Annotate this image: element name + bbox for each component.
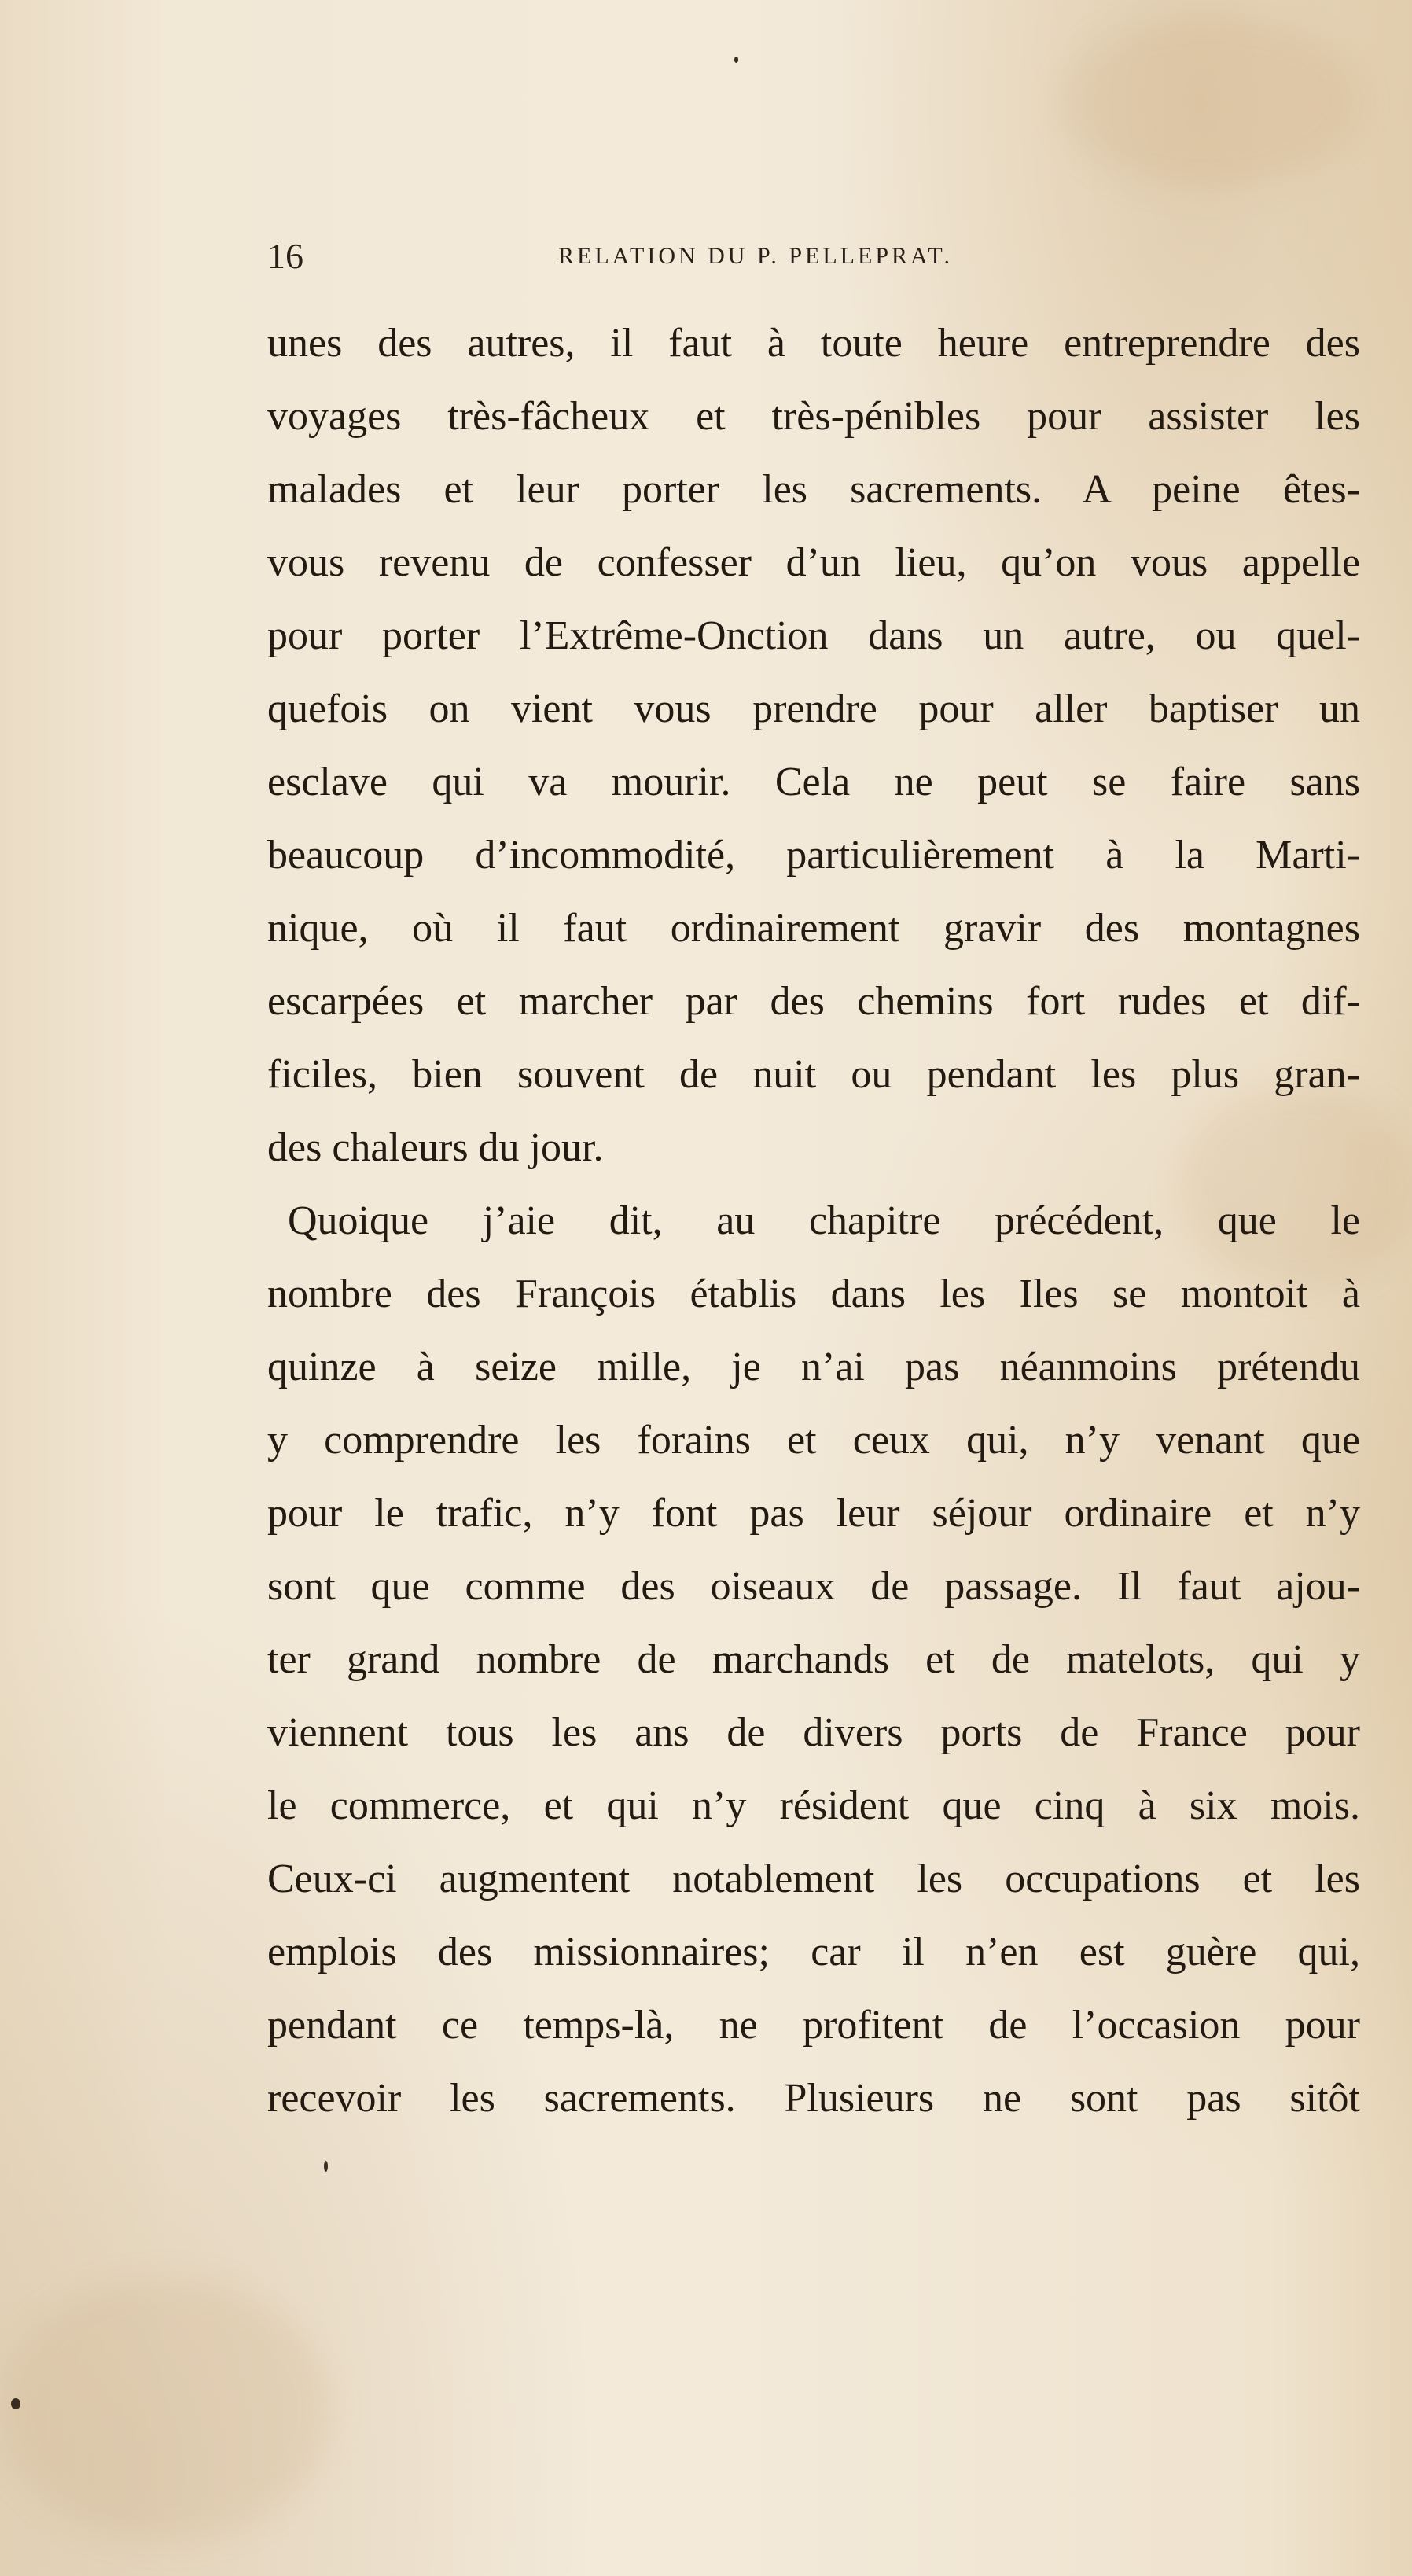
paper-stain <box>1061 16 1360 189</box>
text-line: recevoir les sacrements. Plusieurs ne sont pas sitôt <box>267 2076 1360 2121</box>
text-line: beaucoup d’incommodité, particulièrement à la Marti- <box>267 833 1360 878</box>
text-line: esclave qui va mourir. Cela ne peut se faire sans <box>267 760 1360 804</box>
text-line: Ceux-ci augmentent notablement les occupations et les <box>267 1857 1360 1901</box>
text-line: sont que comme des oiseaux de passage. Il faut ajou- <box>267 1564 1360 1609</box>
ink-speck <box>734 57 738 63</box>
page-number: 16 <box>267 236 303 276</box>
text-line: pendant ce temps-là, ne profitent de l’occasion pour <box>267 2003 1360 2048</box>
text-line: vous revenu de confesser d’un lieu, qu’on vous appelle <box>267 540 1360 585</box>
text-line: quefois on vient vous prendre pour aller baptiser un <box>267 686 1360 731</box>
text-line: ficiles, bien souvent de nuit ou pendant les plus gran- <box>267 1052 1360 1097</box>
text-line: nique, où il faut ordinairement gravir des montagnes <box>267 906 1360 951</box>
paragraph-end-line: des chaleurs du jour. <box>267 1125 604 1170</box>
text-line: y comprendre les forains et ceux qui, n’y venant que <box>267 1418 1360 1463</box>
text-line: pour le trafic, n’y font pas leur séjour ordinaire et n’y <box>267 1491 1360 1536</box>
running-title: RELATION DU P. PELLEPRAT. <box>558 243 953 269</box>
text-line: voyages très-fâcheux et très-pénibles pour assister les <box>267 394 1360 439</box>
text-line: nombre des François établis dans les Iles se montoit à <box>267 1271 1360 1316</box>
text-line: le commerce, et qui n’y résident que cinq à six mois. <box>267 1783 1360 1828</box>
text-line: viennent tous les ans de divers ports de France pour <box>267 1710 1360 1755</box>
ink-speck <box>324 2161 328 2172</box>
body-text <box>267 307 1360 2135</box>
text-line: escarpées et marcher par des chemins fort rudes et dif- <box>267 979 1360 1024</box>
ink-speck <box>11 2398 20 2409</box>
text-line: emplois des missionnaires; car il n’en est guère qui, <box>267 1930 1360 1974</box>
paragraph-start-line: Quoique j’aie dit, au chapitre précédent, que le <box>288 1198 1360 1243</box>
running-head <box>0 233 1412 280</box>
text-line: pour porter l’Extrême-Onction dans un autre, ou quel- <box>267 613 1360 658</box>
paper-stain <box>0 2280 330 2540</box>
text-line: quinze à seize mille, je n’ai pas néanmoins prétendu <box>267 1345 1360 1389</box>
text-line: malades et leur porter les sacrements. A peine êtes- <box>267 467 1360 512</box>
text-line: ter grand nombre de marchands et de matelots, qui y <box>267 1637 1360 1682</box>
text-line: unes des autres, il faut à toute heure entreprendre des <box>267 321 1360 366</box>
